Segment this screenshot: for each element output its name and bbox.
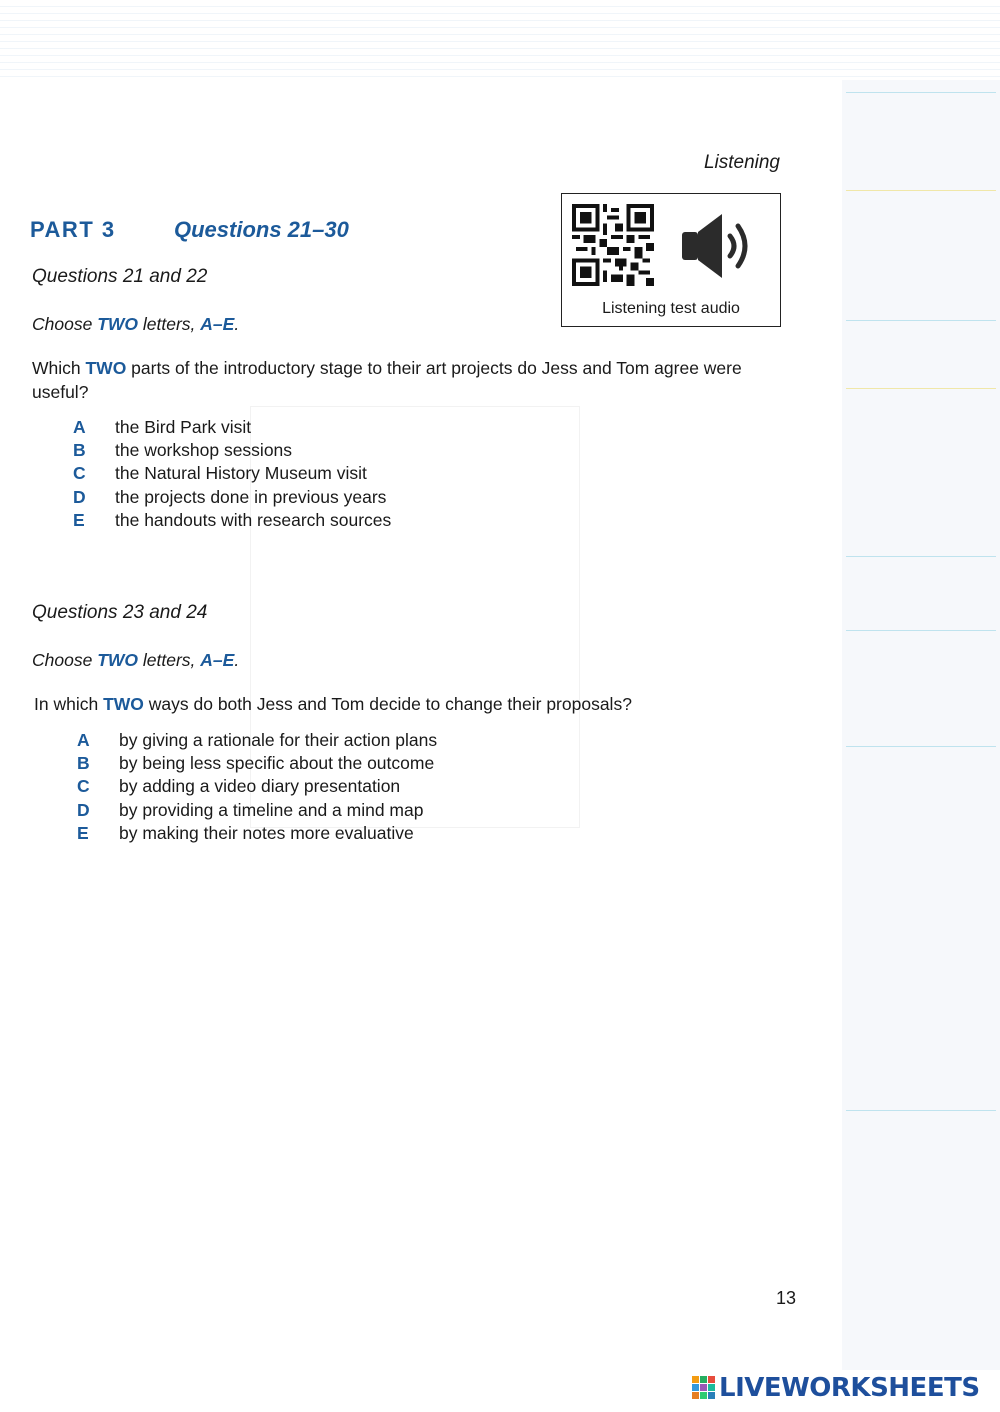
option-a[interactable] xyxy=(73,416,391,439)
option-text: the handouts with research sources xyxy=(115,509,392,530)
part-question-range: Questions 21–30 xyxy=(174,217,349,242)
option-text: the projects done in previous years xyxy=(115,486,387,507)
option-e[interactable] xyxy=(73,509,391,532)
part-title: PART 3 xyxy=(30,217,116,242)
option-letter: A xyxy=(77,730,90,751)
question-text: parts of the introductory stage to their art projects do Jess and Tom agree were useful? xyxy=(32,358,742,402)
group2-title: Questions 23 and 24 xyxy=(32,602,208,623)
section-header: Listening xyxy=(703,152,780,173)
group1-instruction xyxy=(32,314,239,335)
margin-line xyxy=(846,320,996,321)
footer-brand[interactable] xyxy=(692,1373,980,1403)
instruction-range: A–E xyxy=(200,314,235,334)
option-text: by providing a timeline and a mind map xyxy=(119,799,424,820)
option-e[interactable] xyxy=(77,822,437,845)
option-letter: A xyxy=(73,417,86,438)
option-text: by being less specific about the outcome xyxy=(119,753,435,774)
liveworksheets-logo-icon xyxy=(692,1376,716,1400)
option-b[interactable] xyxy=(77,752,437,775)
option-c[interactable] xyxy=(73,462,391,485)
group2-question xyxy=(34,692,774,716)
option-d[interactable] xyxy=(77,799,437,822)
option-c[interactable] xyxy=(77,775,437,798)
margin-line xyxy=(846,746,996,747)
instruction-text: . xyxy=(234,314,240,334)
group1-options xyxy=(73,416,391,532)
option-text: the Natural History Museum visit xyxy=(115,463,367,484)
group1-question xyxy=(32,356,772,404)
margin-line xyxy=(846,388,996,389)
option-letter: D xyxy=(73,486,86,507)
option-text: by giving a rationale for their action plans xyxy=(119,730,438,751)
instruction-emphasis: TWO xyxy=(97,314,139,334)
option-text: by making their notes more evaluative xyxy=(119,822,414,843)
option-b[interactable] xyxy=(73,439,391,462)
option-text: by adding a video diary presentation xyxy=(119,776,401,797)
instruction-text: . xyxy=(234,650,240,670)
instruction-emphasis: TWO xyxy=(97,650,139,670)
instruction-text: letters, xyxy=(138,650,201,670)
option-text: the Bird Park visit xyxy=(115,417,252,438)
option-letter: B xyxy=(77,753,90,774)
option-d[interactable] xyxy=(73,486,391,509)
option-letter: D xyxy=(77,799,90,820)
option-a[interactable] xyxy=(77,729,437,752)
instruction-text: Choose xyxy=(32,314,98,334)
question-text: Which xyxy=(32,358,86,378)
margin-line xyxy=(846,1110,996,1111)
group2-instruction xyxy=(32,650,239,671)
instruction-range: A–E xyxy=(200,650,235,670)
option-text: the workshop sessions xyxy=(115,440,293,461)
margin-line xyxy=(846,190,996,191)
worksheet-page xyxy=(0,80,842,1370)
group1-title: Questions 21 and 22 xyxy=(32,266,208,287)
footer-brand-text: LIVEWORKSHEETS xyxy=(719,1373,980,1403)
speaker-icon xyxy=(680,210,756,282)
audio-player[interactable] xyxy=(561,193,781,327)
option-letter: C xyxy=(77,776,90,797)
scan-background xyxy=(0,0,1000,80)
audio-label: Listening test audio xyxy=(602,300,740,317)
instruction-text: letters, xyxy=(138,314,201,334)
question-emphasis: TWO xyxy=(103,694,144,714)
option-letter: E xyxy=(73,509,85,530)
margin-line xyxy=(846,556,996,557)
page-margin-strip xyxy=(842,80,1000,1370)
instruction-text: Choose xyxy=(32,650,98,670)
margin-line xyxy=(846,92,996,93)
option-letter: E xyxy=(77,822,89,843)
question-text: ways do both Jess and Tom decide to change their proposals? xyxy=(143,694,632,714)
option-letter: B xyxy=(73,440,86,461)
option-letter: C xyxy=(73,463,86,484)
question-text: In which xyxy=(34,694,104,714)
qr-code-icon xyxy=(572,204,654,286)
group2-options xyxy=(77,729,437,845)
question-emphasis: TWO xyxy=(85,358,127,378)
margin-line xyxy=(846,630,996,631)
page-number: 13 xyxy=(776,1288,797,1308)
